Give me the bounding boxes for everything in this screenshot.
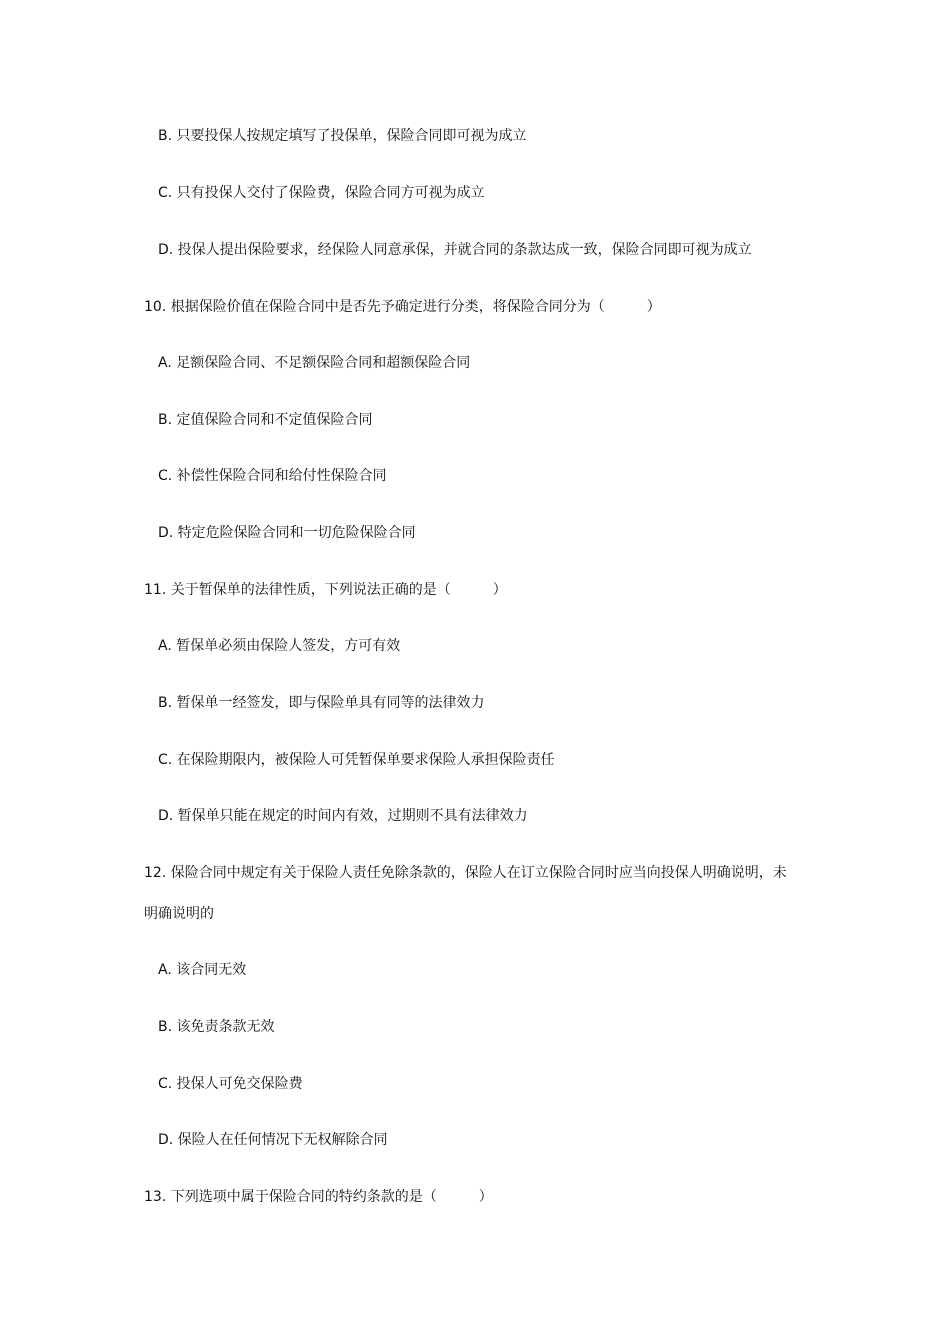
option-12b: B. 该免责条款无效 bbox=[158, 1019, 275, 1035]
option-10b: B. 定值保险合同和不定值保险合同 bbox=[158, 412, 373, 428]
option-9b: B. 只要投保人按规定填写了投保单，保险合同即可视为成立 bbox=[158, 128, 527, 144]
option-10c: C. 补偿性保险合同和给付性保险合同 bbox=[158, 468, 387, 484]
option-11d: D. 暂保单只能在规定的时间内有效，过期则不具有法律效力 bbox=[158, 808, 528, 824]
question-13: 13. 下列选项中属于保险合同的特约条款的是（ ） bbox=[144, 1189, 493, 1205]
option-9c: C. 只有投保人交付了保险费，保险合同方可视为成立 bbox=[158, 185, 485, 201]
option-11c: C. 在保险期限内，被保险人可凭暂保单要求保险人承担保险责任 bbox=[158, 752, 555, 768]
option-12c: C. 投保人可免交保险费 bbox=[158, 1076, 303, 1092]
question-12-continued: 明确说明的 bbox=[144, 906, 214, 922]
question-12: 12. 保险合同中规定有关于保险人责任免除条款的，保险人在订立保险合同时应当向投保人明确说明，未 bbox=[144, 865, 787, 881]
question-11: 11. 关于暂保单的法律性质，下列说法正确的是（ ） bbox=[144, 582, 507, 598]
option-10a: A. 足额保险合同、不足额保险合同和超额保险合同 bbox=[158, 355, 471, 371]
option-10d: D. 特定危险保险合同和一切危险保险合同 bbox=[158, 525, 416, 541]
option-12a: A. 该合同无效 bbox=[158, 962, 247, 978]
option-12d: D. 保险人在任何情况下无权解除合同 bbox=[158, 1132, 388, 1148]
option-9d: D. 投保人提出保险要求，经保险人同意承保，并就合同的条款达成一致，保险合同即可视为成立 bbox=[158, 242, 752, 258]
option-11a: A. 暂保单必须由保险人签发，方可有效 bbox=[158, 638, 401, 654]
option-11b: B. 暂保单一经签发，即与保险单具有同等的法律效力 bbox=[158, 695, 485, 711]
question-10: 10. 根据保险价值在保险合同中是否先予确定进行分类，将保险合同分为（ ） bbox=[144, 299, 661, 315]
